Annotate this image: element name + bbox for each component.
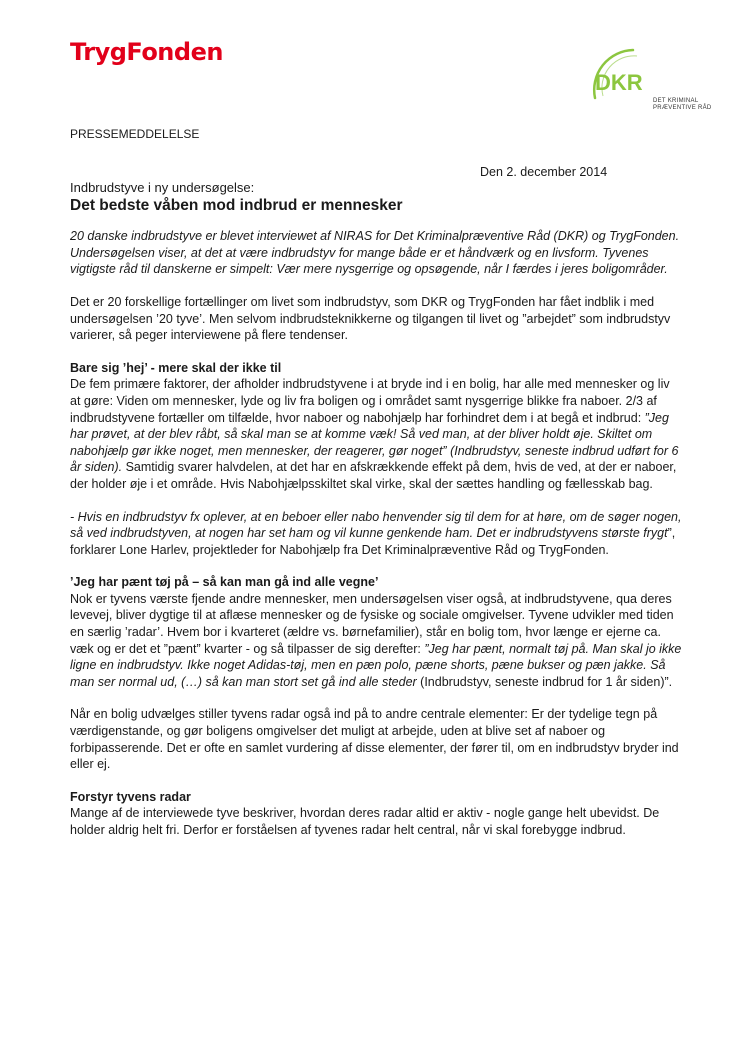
section-1-text-a: De fem primære faktorer, der afholder indbrudstyvene i at bryde ind i en bolig, har alle med mennesker og liv at gøre: Viden om mennesker, lyde og liv fra boligen og i området samt nysgerrige blikke fra naboer. 2/3 af indbrudstyvene fortæller om tilfælde, hvor naboer og nabohjælp har forhindret dem i at begå et indbrud:	[70, 377, 670, 425]
section-1-paragraph	[70, 376, 682, 492]
section-3-paragraph: Mange af de interviewede tyve beskriver, hvordan deres radar altid er aktiv - nogle gange helt ubevidst. De holder aldrig helt fri. Derfor er forståelsen af tyvenes radar helt central, når vi skal forebygge indbrud.	[70, 806, 660, 837]
dkr-logo	[575, 46, 685, 126]
dkr-subtitle-line-2: PRÆVENTIVE RÅD	[653, 105, 712, 111]
section-1-text-b: Samtidig svarer halvdelen, at det har en afskrækkende effekt på dem, hvis de ved, at der er naboer, der holder øje i et område. Hvis Nabohjælpsskiltet skal virke, skal der sættes handling og fællesskab bag.	[70, 460, 677, 491]
document-date: Den 2. december 2014	[480, 165, 608, 179]
headline: Det bedste våben mod indbrud er mennesker	[70, 196, 403, 214]
press-release-body	[70, 180, 682, 855]
dkr-subtitle	[653, 98, 712, 112]
section-2-quote: ”Jeg har pænt, normalt tøj på. Man skal jo ikke ligne en indbrudstyv. Ikke noget Adidas-tøj, men en pæn polo, pæne shorts, pæne bukser og pæn jakke. Så man ser normal ud, (…) så kan man stort set gå ind alle steder	[70, 641, 682, 689]
section-2-paragraph	[70, 591, 682, 691]
section-2-heading: ’Jeg har pænt tøj på – så kan man gå ind alle vegne’	[70, 575, 379, 590]
section-3-heading: Forstyr tyvens radar	[70, 789, 191, 804]
document-label: PRESSEMEDDELELSE	[70, 127, 200, 141]
section-2-closing-paragraph: Når en bolig udvælges stiller tyvens radar også ind på to andre centrale elementer: Er der tydelige tegn på værdigenstande, og gør boligens omgivelser det muligt at arbejde, uden at blive set af naboer og forbipasserende. Det er ofte en samlet vurdering af disse elementer, der fører til, om en indbrudstyv bryder ind eller ej.	[70, 707, 679, 772]
dkr-subtitle-line-1: DET KRIMINAL	[653, 98, 699, 104]
section-2-text-a: Nok er tyvens værste fjende andre mennesker, men undersøgelsen viser også, at indbrudstyvene, qua deres levevej, bliver dygtige til at aflæse mennesker og de fysiske og sociale omgivelser. Tyvene udvikler med tiden en særlig ’radar’. Hvem bor i kvarteret (ældre vs. børnefamilier), står en bolig tom, hvor længe er ejerne ca. væk og er det et ”pænt” kvarter - og så tilpasser de sig derefter:	[70, 591, 674, 656]
section-1-quote: ”Jeg har prøvet, at der blev råbt, så skal man se at komme væk! Så ved man, at der bliver holdt øje. Skiltet om nabohjælp gør ikke noget, men mennesker, der reagerer, gør noget” (Indbrudstyv, seneste indbrud udført for 6 år siden).	[70, 410, 679, 475]
intro-paragraph: Det er 20 forskellige fortællinger om livet som indbrudstyv, som DKR og TrygFonden har fået indblik i med undersøgelsen ’20 tyve’. Men selvom indbrudsteknikkerne og tilgangen til livet og ”arbejdet” som indbrudstyv varierer, så peger interviewene på flere tendenser.	[70, 294, 671, 343]
section-1-heading: Bare sig ’hej’ - mere skal der ikke til	[70, 360, 282, 375]
section-2-text-b: (Indbrudstyv, seneste indbrud for 1 år siden)”.	[416, 674, 673, 689]
lead-paragraph: 20 danske indbrudstyve er blevet interviewet af NIRAS for Det Kriminalpræventive Råd (DKR) og TrygFonden. Undersøgelsen viser, at det at være indbrudstyv for mange både er et håndværk og en livsform. Tyvenes vigtigste råd til danskerne er simpelt: Vær mere nysgerrige og opsøgende, når I færdes i jeres boligområder.	[70, 229, 680, 277]
section-1-quote-2: - Hvis en indbrudstyv fx oplever, at en beboer eller nabo henvender sig til dem for at høre, om de søger nogen, så ved indbrudstyven, at nogen har set ham og vil kunne genkende ham. Det er indbrudstyvens største frygt	[70, 509, 682, 541]
dkr-logo-text: DKR	[595, 70, 643, 95]
kicker: Indbrudstyve i ny undersøgelse:	[70, 180, 255, 195]
trygfonden-logo: TrygFonden	[70, 38, 223, 66]
section-1-quote-2-attribution: ”, forklarer Lone Harlev, projektleder for Nabohjælp fra Det Kriminalpræventive Råd og TrygFonden.	[70, 526, 676, 557]
section-1-quote-paragraph	[70, 509, 682, 559]
